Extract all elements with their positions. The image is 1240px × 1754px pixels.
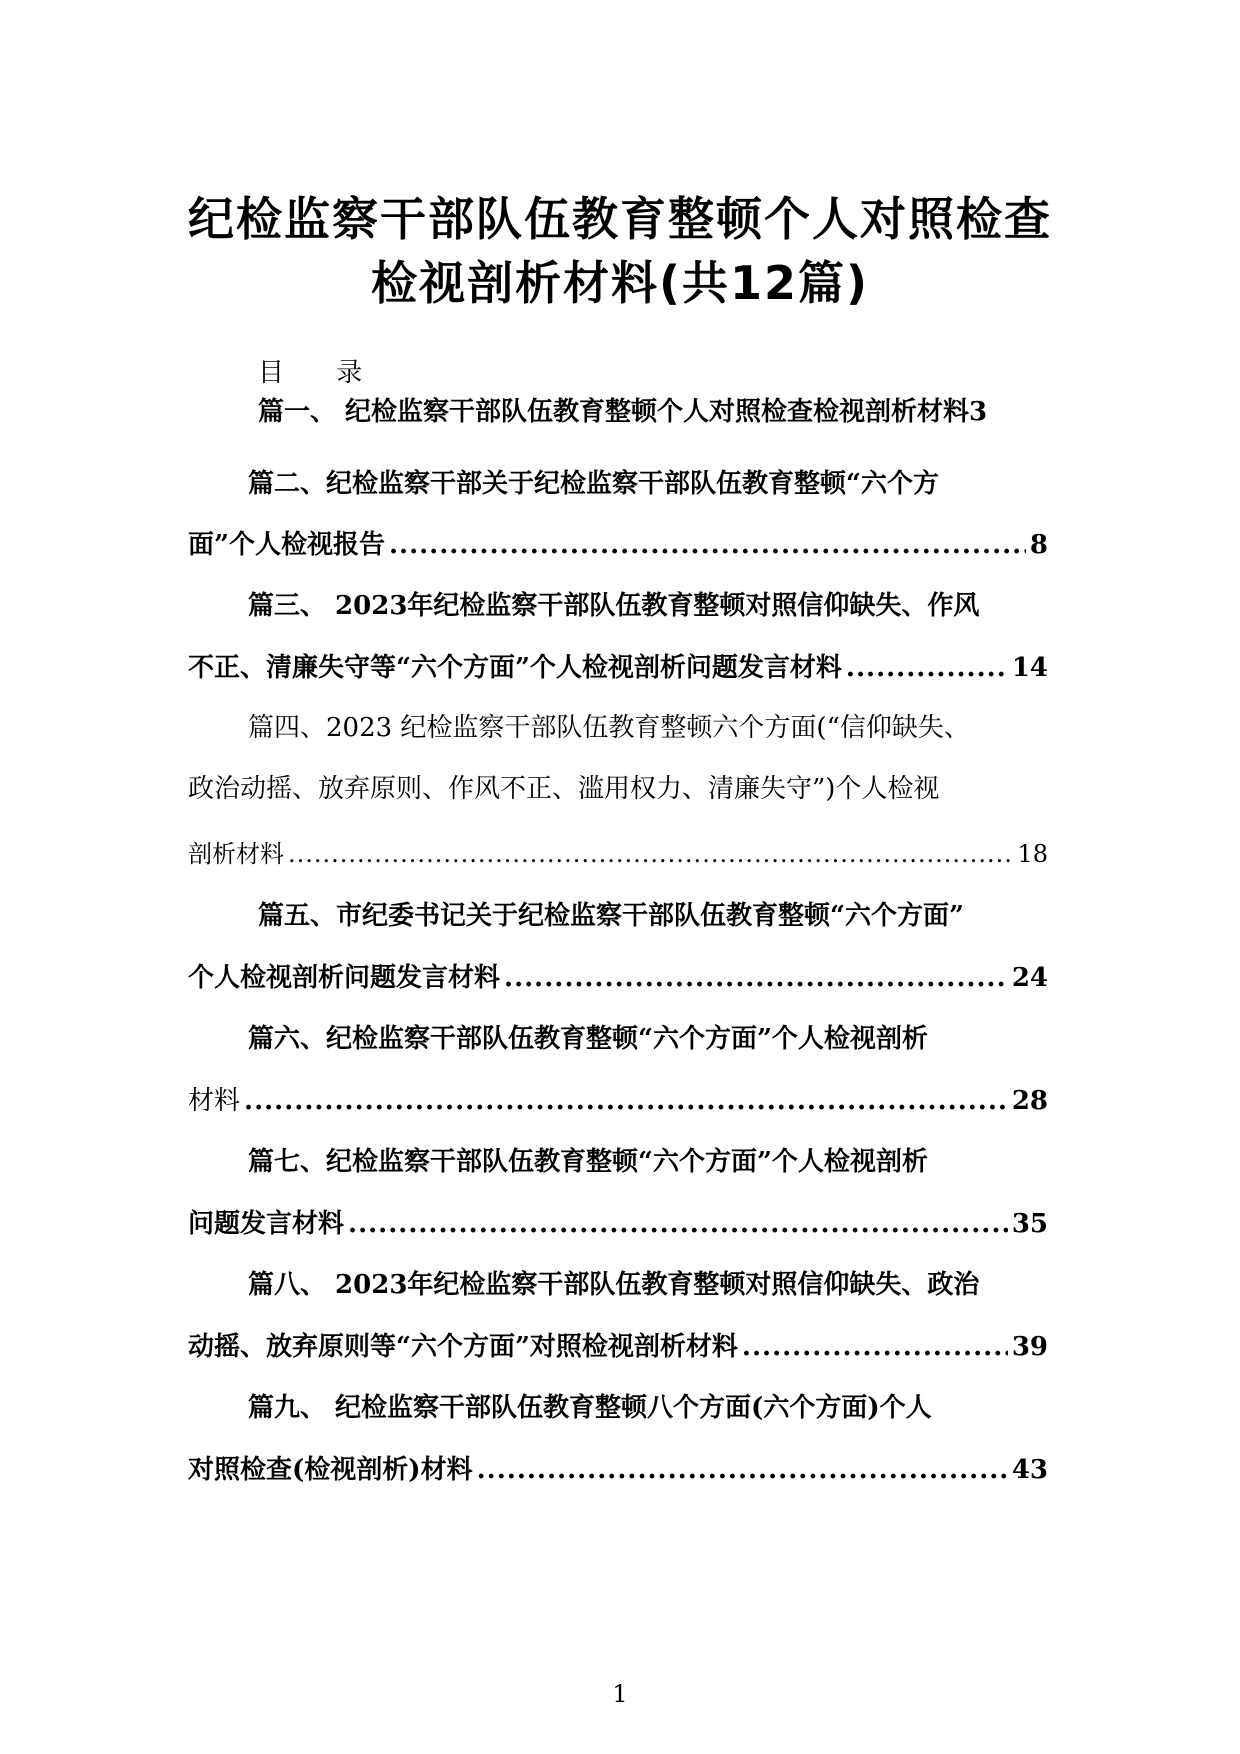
toc-entry-4-line-3[interactable] xyxy=(188,834,1048,874)
page-number: 1 xyxy=(612,1680,628,1708)
toc-page-number: 28 xyxy=(1011,1086,1048,1116)
leader-dots xyxy=(288,834,1013,874)
toc-entry-label: 剖析材料 xyxy=(188,840,284,868)
leader-dots xyxy=(244,1081,1008,1121)
toc-heading: 目 录 xyxy=(258,358,385,388)
toc-entry-2-line-2[interactable] xyxy=(188,525,1048,565)
toc-entry-5-line-2[interactable] xyxy=(188,958,1048,998)
leader-dots xyxy=(846,648,1008,688)
leader-dots xyxy=(477,1450,1008,1490)
leader-dots xyxy=(389,525,1026,565)
toc-entry-7-line-1: 篇七、纪检监察干部队伍教育整顿“六个方面”个人检视剖析 xyxy=(248,1147,928,1177)
toc-entry-4-line-2: 政治动摇、放弃原则、作风不正、滥用权力、清廉失守”)个人检视 xyxy=(188,774,940,804)
toc-entry-3-line-1: 篇三、 2023年纪检监察干部队伍教育整顿对照信仰缺失、作风 xyxy=(248,591,980,621)
toc-entry-label: 对照检查(检视剖析)材料 xyxy=(188,1455,473,1485)
toc-entry-label: 问题发言材料 xyxy=(188,1209,345,1239)
toc-entry-4-line-1: 篇四、2023 纪检监察干部队伍教育整顿六个方面(“信仰缺失、 xyxy=(248,713,970,743)
toc-entry-label: 面”个人检视报告 xyxy=(188,530,385,560)
toc-entry-label: 不正、清廉失守等“六个方面”个人检视剖析问题发言材料 xyxy=(188,653,842,683)
toc-page-number: 18 xyxy=(1017,840,1048,868)
toc-entry-3-line-2[interactable] xyxy=(188,648,1048,688)
toc-entry-label: 个人检视剖析问题发言材料 xyxy=(188,963,501,993)
toc-entry-label: 动摇、放弃原则等“六个方面”对照检视剖析材料 xyxy=(188,1332,738,1362)
toc-entry-7-line-2[interactable] xyxy=(188,1204,1048,1244)
toc-entry-9-line-2[interactable] xyxy=(188,1450,1048,1490)
leader-dots xyxy=(504,958,1008,998)
leader-dots xyxy=(742,1327,1008,1367)
toc-page-number: 43 xyxy=(1011,1455,1048,1485)
toc-entry-5-line-1: 篇五、市纪委书记关于纪检监察干部队伍教育整顿“六个方面” xyxy=(258,901,964,931)
toc-entry-6-line-1: 篇六、纪检监察干部队伍教育整顿“六个方面”个人检视剖析 xyxy=(248,1024,928,1054)
toc-page-number: 35 xyxy=(1011,1209,1048,1239)
toc-page-number: 39 xyxy=(1011,1332,1048,1362)
toc-entry-6-line-2[interactable] xyxy=(188,1081,1048,1121)
toc-entry-label: 材料 xyxy=(188,1086,241,1116)
leader-dots xyxy=(348,1204,1008,1244)
toc-entry-9-line-1: 篇九、 纪检监察干部队伍教育整顿八个方面(六个方面)个人 xyxy=(248,1393,932,1423)
toc-entry-2-line-1: 篇二、纪检监察干部关于纪检监察干部队伍教育整顿“六个方 xyxy=(248,469,939,499)
toc-page-number: 8 xyxy=(1029,530,1048,560)
toc-page-number: 24 xyxy=(1011,963,1048,993)
toc-entry-8-line-1: 篇八、 2023年纪检监察干部队伍教育整顿对照信仰缺失、政治 xyxy=(248,1270,980,1300)
toc-entry-8-line-2[interactable] xyxy=(188,1327,1048,1367)
toc-entry-1-line-1: 篇一、 纪检监察干部队伍教育整顿个人对照检查检视剖析材料3 xyxy=(258,397,988,427)
document-title-line-2: 检视剖析材料(共12篇) xyxy=(370,256,870,310)
toc-page-number: 14 xyxy=(1011,653,1048,683)
document-title-line-1: 纪检监察干部队伍教育整顿个人对照检查 xyxy=(188,192,1052,246)
